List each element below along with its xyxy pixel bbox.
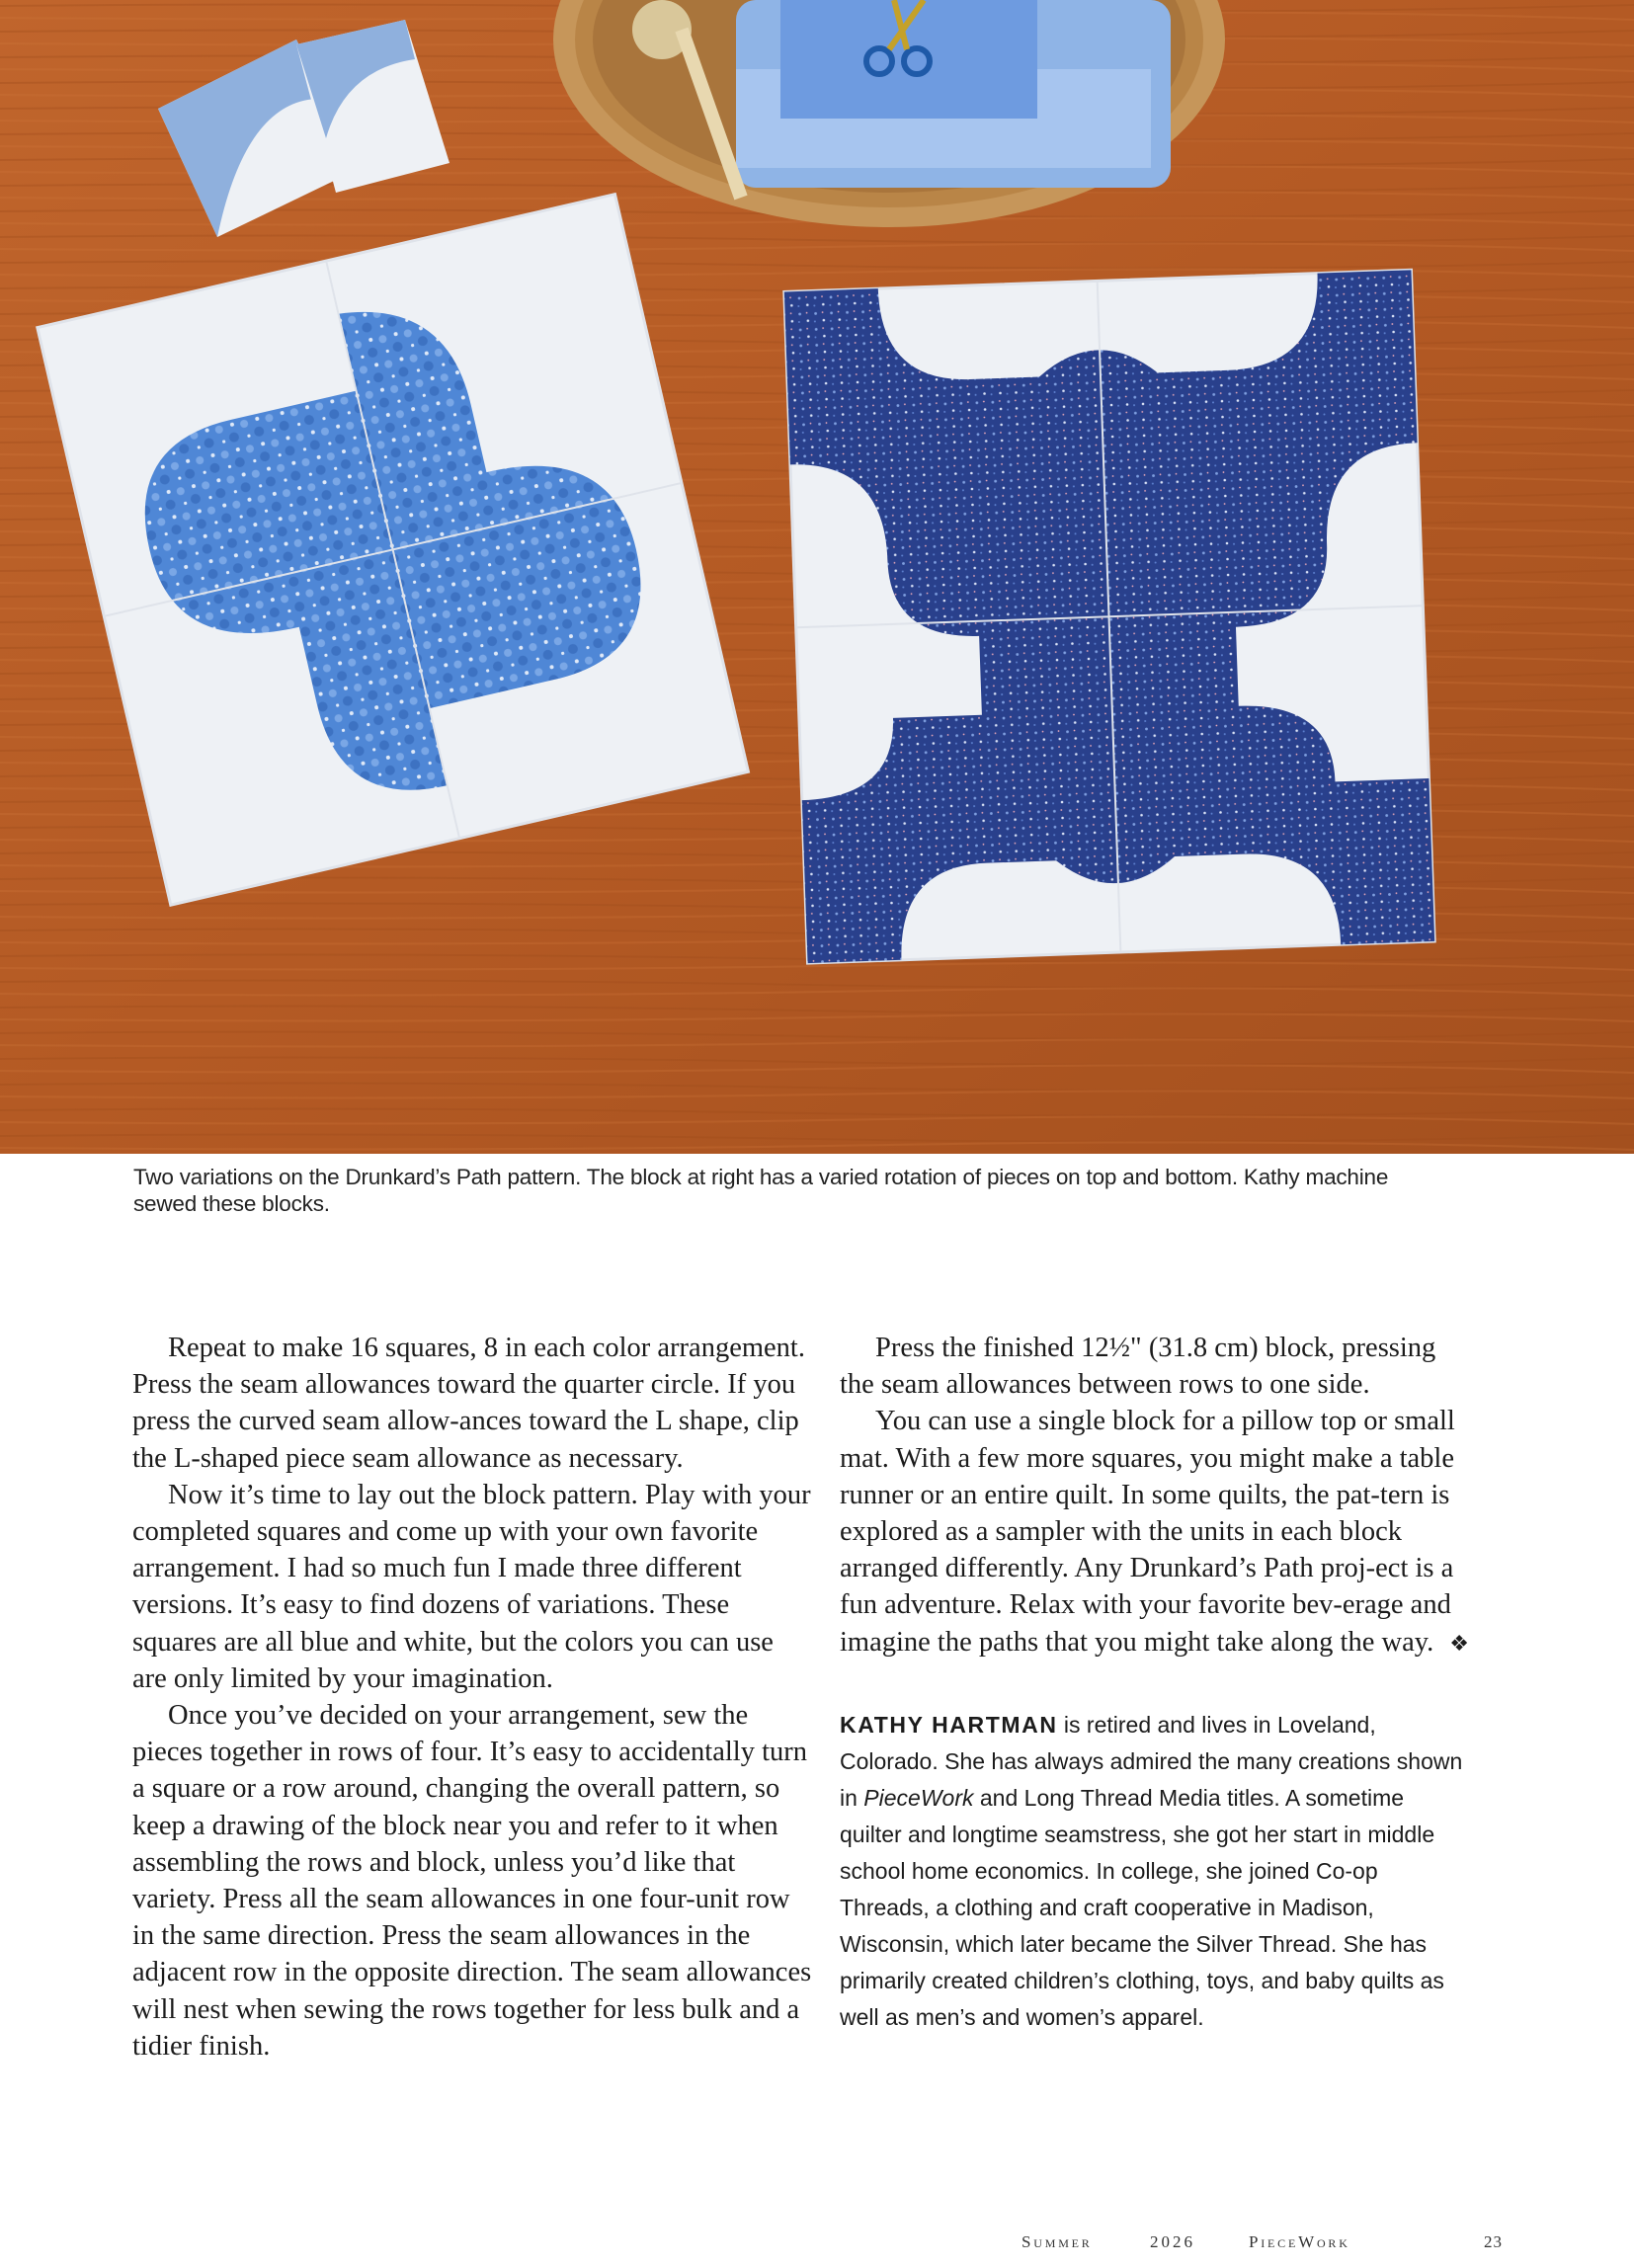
footer-year: 2026 [1150, 2232, 1195, 2251]
footer-season: Summer [1021, 2232, 1093, 2251]
body-column-right [840, 1330, 1472, 2036]
body-column-left [132, 1330, 814, 2065]
author-bio [840, 1707, 1472, 2036]
bio-text: and Long Thread Media titles. A sometime quilter and longtime seamstress, she got her start in middle school home economics. In college, she joined Co-op Threads, a clothing and craft cooperative in Madison, Wisconsin, which later became the Silver Thread. She has primarily created children’s clothing, toys, and baby quilts as well as men’s and women’s apparel. [840, 1784, 1444, 2030]
paragraph: Once you’ve decided on your arrangement, sew the pieces together in rows of four. It’s easy to accidentally turn a square or a row around, changing the overall pattern, so keep a drawing of the block near you and refer to it when assembling the rows and block, unless you’d like that variety. Press all the seam allowances in one four-unit row in the same direction. Press the seam allowances in the adjacent row in the opposite direction. The seam allowances will nest when sewing the rows together for less bulk and a tidier finish. [132, 1700, 812, 2062]
author-name: KATHY HARTMAN [840, 1711, 1058, 1738]
paragraph: Press the finished 12½" (31.8 cm) block, pressing the seam allowances between rows to one side. [840, 1333, 1436, 1401]
magazine-title: PieceWork [863, 1784, 974, 1811]
footer-magazine: PieceWork [1249, 2232, 1350, 2251]
paragraph: Now it’s time to lay out the block pattern. Play with your completed squares and come up with your own favorite arrangement. I had so much fun I made three different versions. It’s easy to find dozens of variations. These squares are all blue and white, but the colors you can use are only limited by your imagination. [132, 1479, 811, 1694]
bio-text: is retired and lives in Loveland, Colorado. She has always admired the many creations shown in [840, 1711, 1463, 1811]
end-ornament-icon: ❖ [1449, 1630, 1469, 1656]
paragraph [840, 1403, 1472, 1660]
page-number: 23 [1484, 2232, 1503, 2251]
photo-caption: Two variations on the Drunkard’s Path pattern. The block at right has a varied rotation of pieces on top and bottom. Kathy machine sewed these blocks. [133, 1165, 1389, 1216]
paragraph-text: You can use a single block for a pillow top or small mat. With a few more squares, you might make a table runner or an entire quilt. In some quilts, the pat-tern is explored as a sampler with the units in each block arranged differently. Any Drunkard’s Path proj-ect is a fun adventure. Relax with your favorite bev-erage and imagine the paths that you might take along the way. [840, 1406, 1455, 1658]
page-footer [1018, 2232, 1511, 2256]
quilt-block-right [784, 270, 1434, 963]
paragraph: Repeat to make 16 squares, 8 in each color arrangement. Press the seam allowances toward the quarter circle. If you press the curved seam allow-ances toward the L shape, clip the L-shaped piece seam allowance as necessary. [132, 1333, 805, 1474]
